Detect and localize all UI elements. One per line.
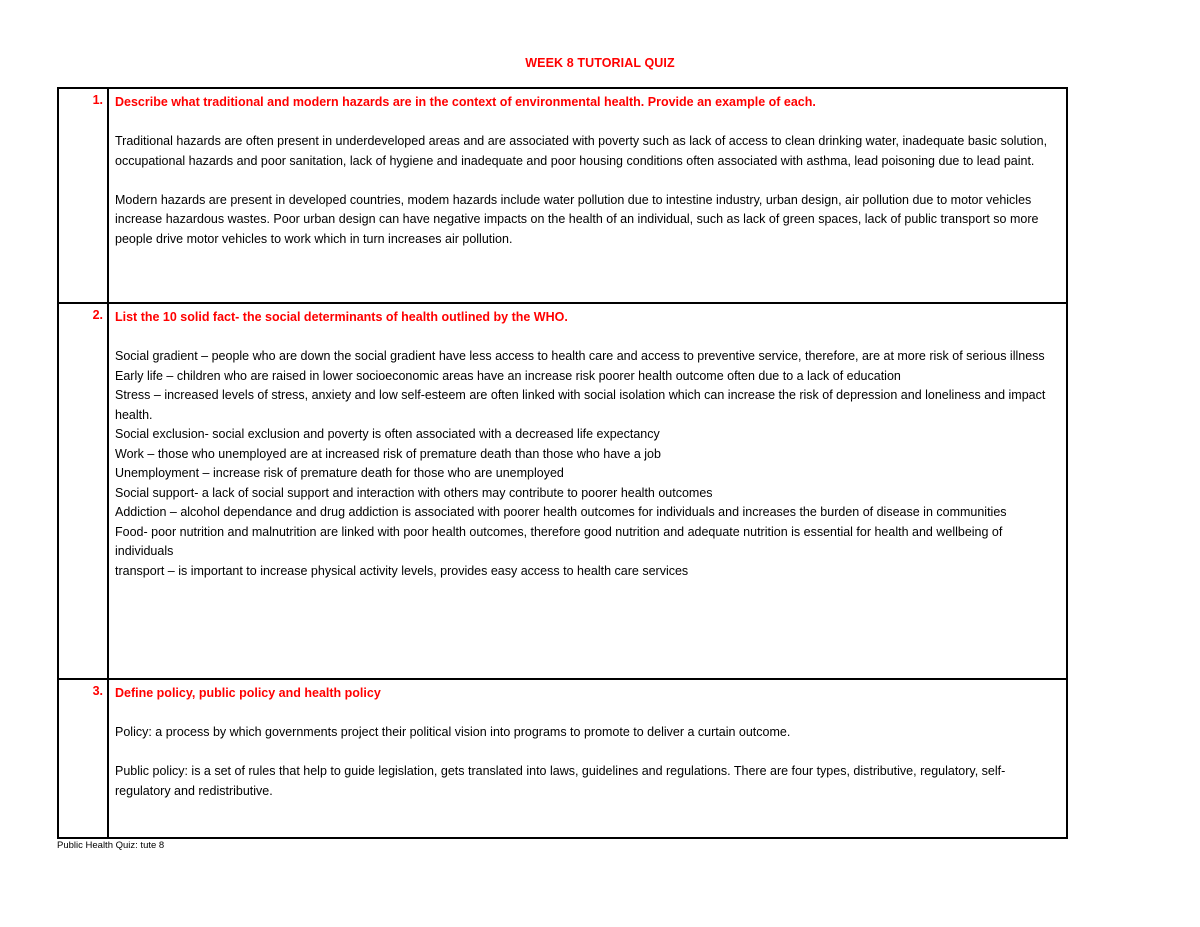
table-row [58, 88, 1067, 303]
determinant-item: Addiction – alcohol dependance and drug addiction is associated with poorer health outcomes for individuals and increases the burden of disease in communities [115, 505, 1007, 519]
determinant-item: Social exclusion- social exclusion and poverty is often associated with a decreased life expectancy [115, 427, 660, 441]
determinant-item: Work – those who unemployed are at increased risk of premature death than those who have a job [115, 446, 661, 461]
answer-paragraph: Public policy: is a set of rules that help to guide legislation, gets translated into laws, guidelines and regulations. There are four types, distributive, regulatory, self-regulatory and redistributive. [115, 764, 1006, 798]
answer-cell [108, 679, 1067, 838]
page-title: WEEK 8 TUTORIAL QUIZ [525, 56, 675, 70]
question-number: 1. [58, 88, 108, 303]
determinant-item: Early life – children who are raised in lower socioeconomic areas have an increase risk poorer health outcome often due to a lack of education [115, 368, 901, 383]
determinant-item: Food- poor nutrition and malnutrition are linked with poor health outcomes, therefore good nutrition and adequate nutrition is essential for health and wellbeing of individuals [115, 524, 1003, 558]
table-row [58, 303, 1067, 679]
table-row [58, 679, 1067, 838]
determinant-item: Social support- a lack of social support and interaction with others may contribute to poorer health outcomes [115, 485, 713, 500]
answer-cell [108, 88, 1067, 303]
question-text: Describe what traditional and modern hazards are in the context of environmental health. Provide an example of each. [115, 95, 816, 109]
question-number: 2. [58, 303, 108, 679]
determinant-item: Social gradient – people who are down the social gradient have less access to health care and access to preventive service, therefore, are at more risk of serious illness [115, 349, 1045, 363]
quiz-table [57, 87, 1068, 839]
answer-cell [108, 303, 1067, 679]
determinant-item: transport – is important to increase physical activity levels, provides easy access to health care services [115, 563, 689, 578]
question-text: List the 10 solid fact- the social determinants of health outlined by the WHO. [115, 310, 568, 324]
answer-paragraph: Modern hazards are present in developed countries, modem hazards include water pollution due to intestine industry, urban design, air pollution due to motor vehicles increase hazardous wastes. Poor urban design can have negative impacts on the health of an individual, such as lack of green spaces, lack of public transport so more people drive motor vehicles to work which in turn increases air pollution. [115, 192, 1039, 246]
question-number: 3. [58, 679, 108, 838]
question-text: Define policy, public policy and health policy [115, 686, 381, 700]
determinant-item: Stress – increased levels of stress, anxiety and low self-esteem are often linked with social isolation which can increase the risk of depression and loneliness and impact health. [115, 388, 1046, 422]
answer-paragraph: Policy: a process by which governments project their political vision into programs to promote to deliver a curtain outcome. [115, 725, 791, 739]
determinant-item: Unemployment – increase risk of premature death for those who are unemployed [115, 466, 564, 480]
answer-paragraph: Traditional hazards are often present in underdeveloped areas and are associated with poverty such as lack of access to clean drinking water, inadequate basic solution, occupational hazards and poor sanitation, lack of hygiene and inadequate and poor housing conditions often associated with asthma, lead poisoning due to lead paint. [115, 134, 1048, 168]
page-footer: Public Health Quiz: tute 8 [57, 840, 165, 851]
